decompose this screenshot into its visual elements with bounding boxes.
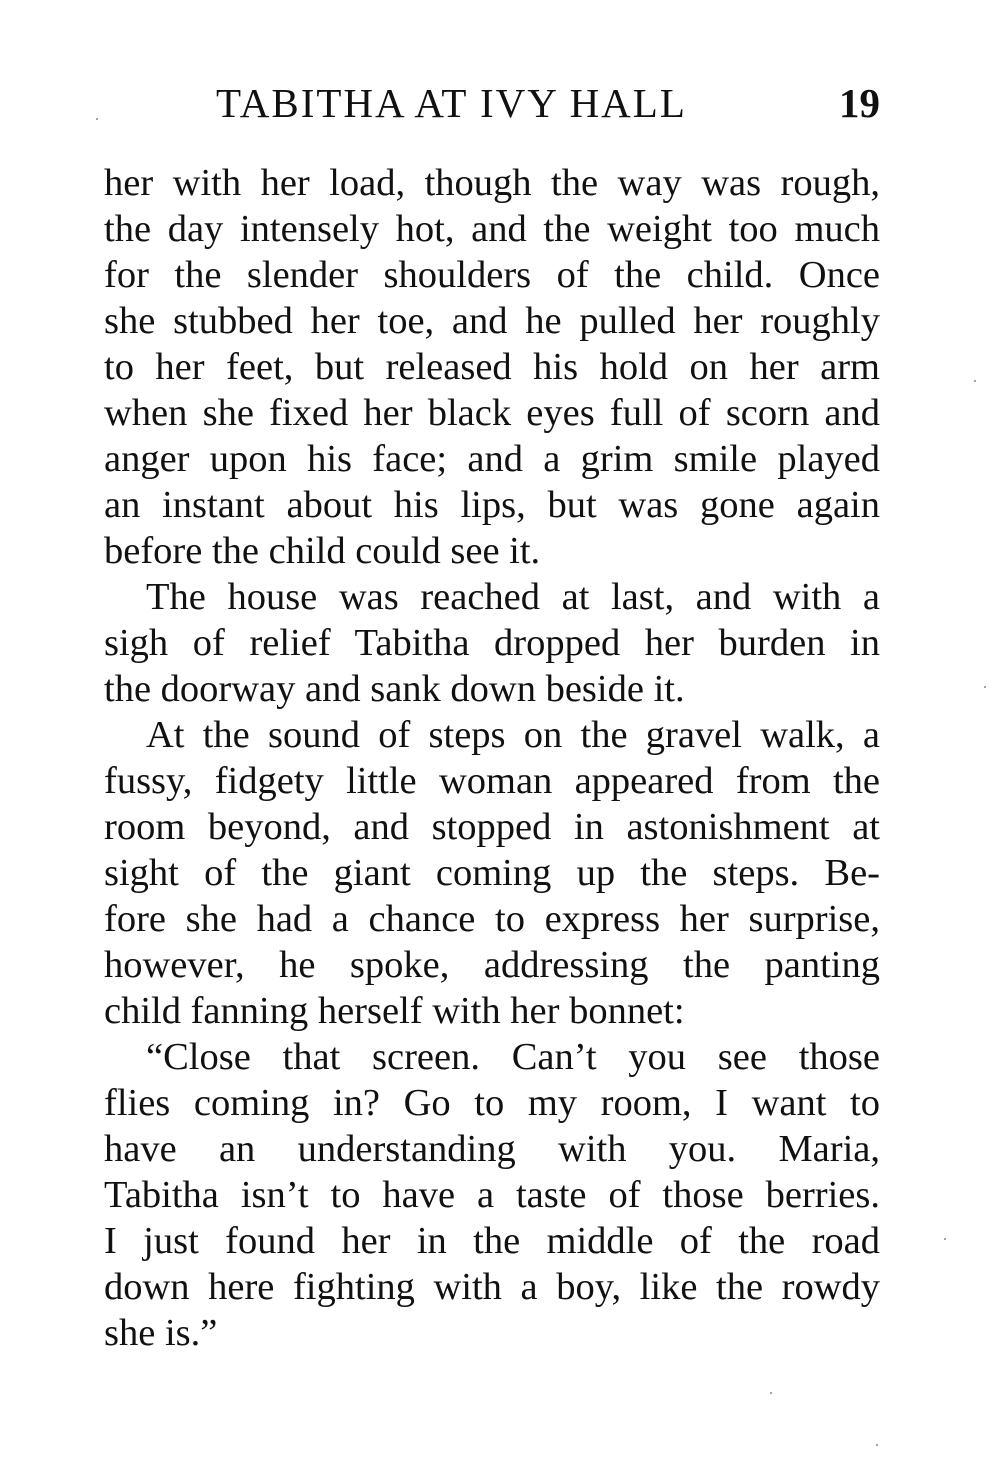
- text-line: have an understanding with you. Maria,: [104, 1128, 880, 1170]
- text-line: Tabitha isn’t to have a taste of those berries.: [104, 1174, 880, 1216]
- text-line: “Close that screen. Can’t you see those: [146, 1036, 880, 1078]
- page-number: 19: [839, 80, 880, 126]
- text-line: room beyond, and stopped in astonishment at: [104, 806, 880, 848]
- text-line: however, he spoke, addressing the panting: [104, 944, 880, 986]
- scan-speck: [974, 380, 976, 382]
- text-line: The house was reached at last, and with a: [146, 576, 880, 618]
- text-line: sigh of relief Tabitha dropped her burden in: [104, 622, 880, 664]
- text-line: fore she had a chance to express her surprise,: [104, 898, 880, 940]
- text-line: child fanning herself with her bonnet:: [104, 990, 685, 1032]
- text-line: At the sound of steps on the gravel walk, a: [146, 714, 880, 756]
- text-line: flies coming in? Go to my room, I want to: [104, 1082, 880, 1124]
- text-line: the doorway and sank down beside it.: [104, 668, 685, 710]
- running-title: TABITHA AT IVY HALL: [216, 80, 687, 126]
- text-line: when she fixed her black eyes full of scorn and: [104, 392, 880, 434]
- scan-speck: [96, 118, 98, 120]
- text-line: for the slender shoulders of the child. Once: [104, 254, 880, 296]
- text-line: an instant about his lips, but was gone again: [104, 484, 880, 526]
- scan-speck: [770, 1392, 772, 1394]
- text-line: anger upon his face; and a grim smile played: [104, 438, 880, 480]
- text-line: down here fighting with a boy, like the rowdy: [104, 1266, 880, 1308]
- text-line: she stubbed her toe, and he pulled her roughly: [104, 300, 880, 342]
- scan-speck: [984, 686, 986, 688]
- scan-speck: [876, 1444, 878, 1446]
- scan-speck: [944, 1238, 946, 1240]
- text-line: fussy, fidgety little woman appeared from the: [104, 760, 880, 802]
- text-line: sight of the giant coming up the steps. Be-: [104, 852, 880, 894]
- text-line: to her feet, but released his hold on her arm: [104, 346, 880, 388]
- text-line: before the child could see it.: [104, 530, 541, 572]
- text-line: she is.”: [104, 1312, 218, 1354]
- running-head: [104, 78, 880, 128]
- body-text: [104, 160, 880, 1356]
- text-line: I just found her in the middle of the road: [104, 1220, 880, 1262]
- text-line: her with her load, though the way was rough,: [104, 162, 880, 204]
- text-line: the day intensely hot, and the weight too much: [104, 208, 880, 250]
